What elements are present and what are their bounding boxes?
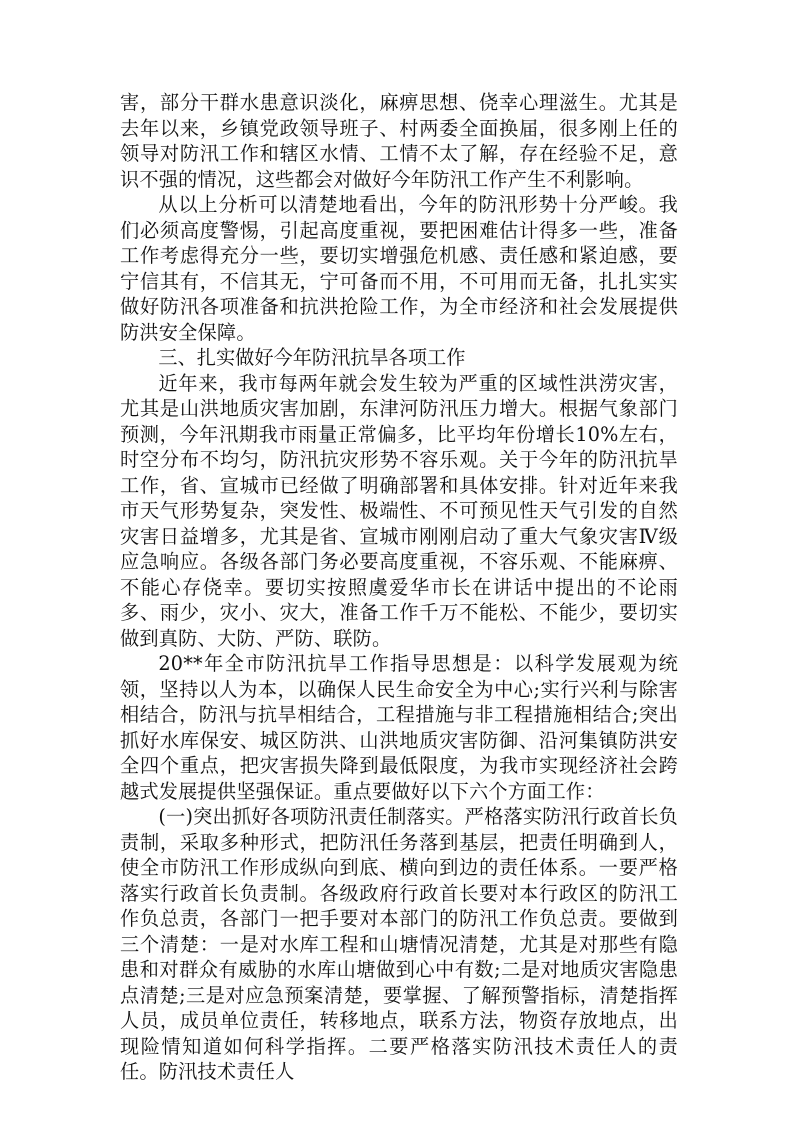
paragraph-guiding-thought: 20**年全市防汛抗旱工作指导思想是：以科学发展观为统领，坚持以人为本，以确保人民生命安全为中心;实行兴利与除害相结合，防汛与抗旱相结合，工程措施与非工程措施相结合;突出抓好水库保安、城区防洪、山洪地质灾害防御、沿河集镇防洪安全四个重点，把灾害损失降到最低限度，为我市实现经济社会跨越式发展提供坚强保证。重点要做好以下六个方面工作：	[120, 652, 678, 803]
paragraph-situation-analysis: 从以上分析可以清楚地看出，今年的防汛形势十分严峻。我们必须高度警惕，引起高度重视，要把困难估计得多一些，准备工作考虑得充分一些，要切实增强危机感、责任感和紧迫感，要宁信其有，不信其无，宁可备而不用，不可用而无备，扎扎实实做好防汛各项准备和抗洪抢险工作，为全市经济和社会发展提供防洪安全保障。	[120, 193, 678, 344]
document-page	[120, 90, 678, 1085]
section-heading: 三、扎实做好今年防汛抗旱各项工作	[158, 346, 466, 369]
paragraph-continued: 害，部分干群水患意识淡化，麻痹思想、侥幸心理滋生。尤其是去年以来，乡镇党政领导班子、村两委全面换届，很多刚上任的领导对防汛工作和辖区水情、工情不太了解，存在经验不足，意识不强的情况，这些都会对做好今年防汛工作产生不利影响。	[120, 91, 678, 191]
paragraph-recent-years: 近年来，我市每两年就会发生较为严重的区域性洪涝灾害，尤其是山洪地质灾害加剧，东津河防汛压力增大。根据气象部门预测，今年汛期我市雨量正常偏多，比平均年份增长10%左右，时空分布不均匀，防汛抗灾形势不容乐观。关于今年的防汛抗旱工作，省、宣城市已经做了明确部署和具体安排。针对近年来我市天气形势复杂，突发性、极端性、不可预见性天气引发的自然灾害日益增多，尤其是省、宣城市刚刚启动了重大气象灾害Ⅳ级应急响应。各级各部门务必要高度重视，不容乐观、不能麻痹、不能心存侥幸。要切实按照虞爱华市长在讲话中提出的不论雨多、雨少，灾小、灾大，准备工作千万不能松、不能少，要切实做到真防、大防、严防、联防。	[120, 371, 678, 650]
paragraph-responsibility: (一)突出抓好各项防汛责任制落实。严格落实防汛行政首长负责制，采取多种形式，把防汛任务落到基层，把责任明确到人，使全市防汛工作形成纵向到底、横向到边的责任体系。一要严格落实行政首长负责制。各级政府行政首长要对本行政区的防汛工作负总责，各部门一把手要对本部门的防汛工作负总责。要做到三个清楚：一是对水库工程和山塘情况清楚，尤其是对那些有隐患和对群众有威胁的水库山塘做到心中有数;二是对地质灾害隐患点清楚;三是对应急预案清楚，要掌握、了解预警指标，清楚指挥人员，成员单位责任，转移地点，联系方法，物资存放地点，出现险情知道如何科学指挥。二要严格落实防汛技术责任人的责任。防汛技术责任人	[120, 805, 678, 1083]
